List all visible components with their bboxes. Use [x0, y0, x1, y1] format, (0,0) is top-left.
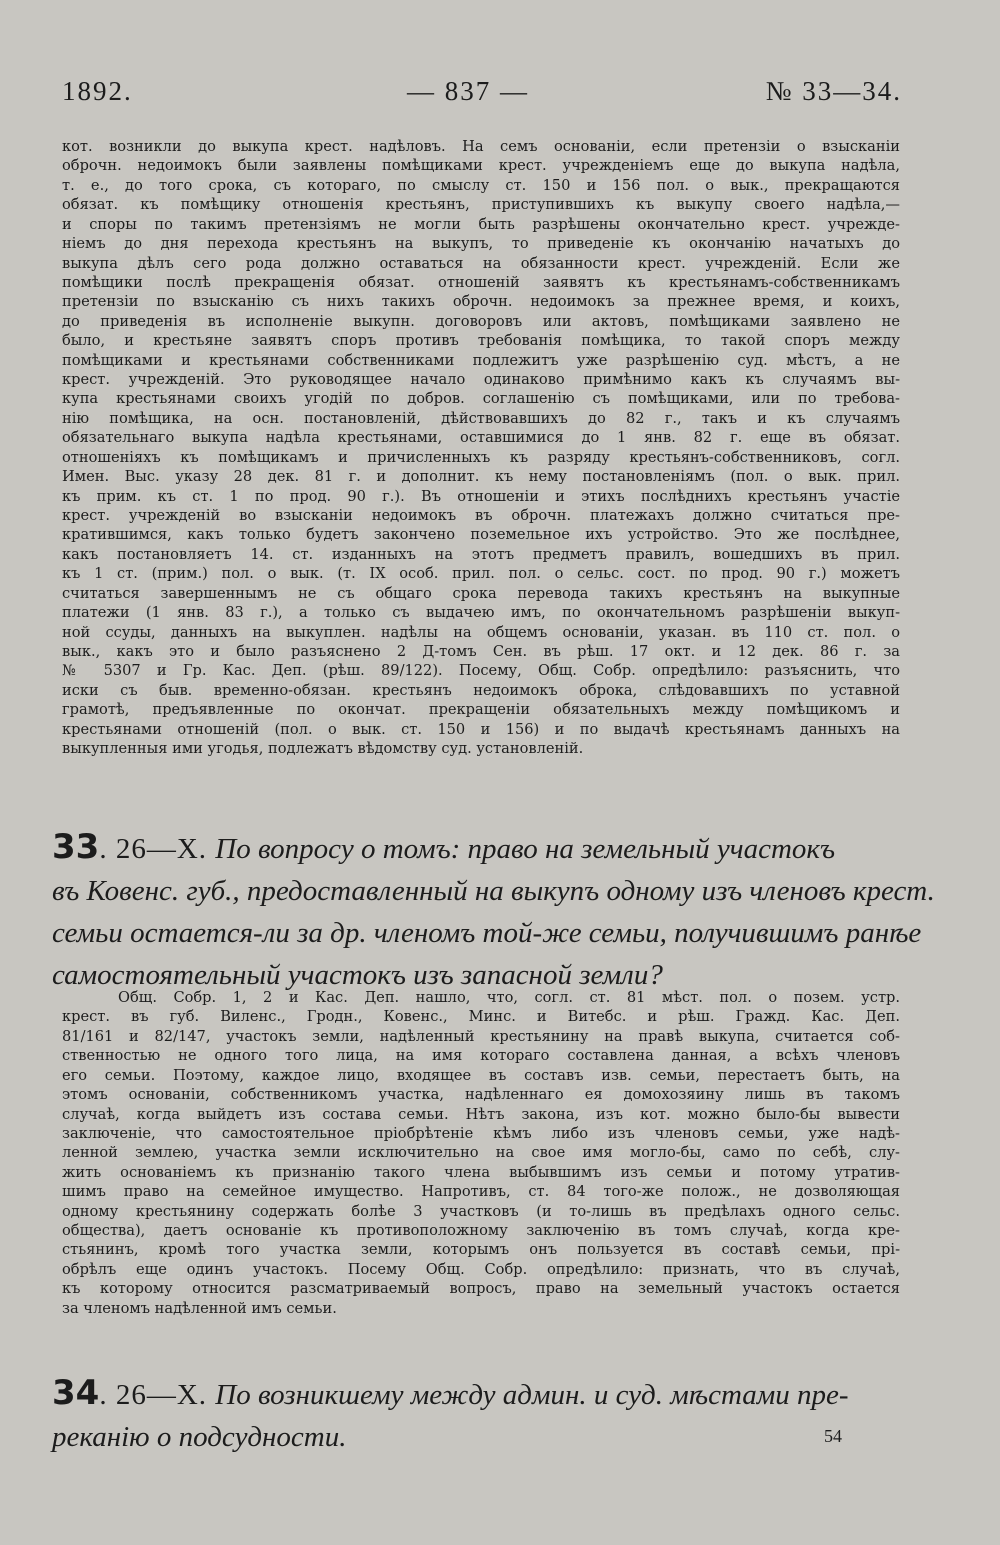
- text-line: до приведенія въ исполненіе выкупн. договоровъ или актовъ, помѣщиками заявлено не: [62, 312, 900, 330]
- text-line: его семьи. Поэтому, каждое лицо, входящее въ составъ изв. семьи, перестаетъ быть, на: [62, 1066, 900, 1084]
- text-line: обязат. къ помѣщику отношенія крестьянъ, приступившихъ къ выкупу своего надѣла,—: [62, 196, 900, 214]
- section-34-date: . 26—X.: [99, 1379, 216, 1411]
- sheet-number: 54: [824, 1426, 842, 1446]
- text-line: помѣщиками и крестьянами собственниками подлежитъ уже разрѣшенію суд. мѣстъ, а не: [62, 351, 900, 369]
- text-line: шимъ право на семейное имущество. Напротивъ, ст. 84 того-же полож., не дозволяющая: [62, 1183, 900, 1201]
- text-line: Имен. Выс. указу 28 дек. 81 г. и дополнит. къ нему постановленіямъ (пол. о вык. прил.: [62, 468, 900, 486]
- text-line: жить основаніемъ къ признанію такого члена выбывшимъ изъ семьи и потому утратив-: [62, 1163, 900, 1181]
- text-line: кот. возникли до выкупа крест. надѣловъ. На семъ основаніи, если претензіи о взысканіи: [62, 138, 900, 155]
- text-line: къ 1 ст. (прим.) пол. о вык. (т. IX особ. прил. пол. о сельс. сост. по прод. 90 г.) можетъ: [62, 565, 900, 583]
- text-line: случаѣ, когда выйдетъ изъ состава семьи. Нѣтъ закона, изъ кот. можно было-бы вывести: [62, 1105, 900, 1123]
- section-34-number: 34: [52, 1373, 100, 1413]
- text-line: претензіи по взысканію съ нихъ такихъ оброчн. недоимокъ за прежнее время, и коихъ,: [62, 293, 900, 311]
- section-33-title-line: въ Ковенс. губ., предоставленный на выкупъ одному изъ членовъ крест.: [52, 875, 935, 907]
- section-33-title-line: По вопросу о томъ: право на земельный участокъ: [215, 833, 836, 865]
- text-line: крест. въ губ. Виленс., Гродн., Ковенс., Минс. и Витебс. и рѣш. Гражд. Кас. Деп.: [62, 1008, 900, 1026]
- text-line: иски съ быв. временно-обязан. крестьянъ недоимокъ оброка, слѣдовавшихъ по уставной: [62, 681, 900, 699]
- text-line: платежи (1 янв. 83 г.), а только съ выдачею имъ, по окончательномъ разрѣшеніи выкуп-: [62, 604, 900, 622]
- text-line: ленной землею, участка земли исключительно на свое имя могло-бы, само по себѣ, слу-: [62, 1144, 900, 1162]
- text-line: помѣщики послѣ прекращенія обязат. отношеній заявятъ къ крестьянамъ-собственникамъ: [62, 273, 900, 291]
- text-line: т. е., до того срока, съ котораго, по смыслу ст. 150 и 156 пол. о вык., прекращаются: [62, 176, 900, 194]
- text-line: и споры по такимъ претензіямъ не могли быть разрѣшены окончательно крест. учрежде-: [62, 215, 900, 233]
- text-line: стьянинъ, кромѣ того участка земли, которымъ онъ пользуется въ составѣ семьи, прі-: [62, 1241, 900, 1259]
- text-line: крест. учрежденій во взысканіи недоимокъ въ оброчн. платежахъ должно считаться пре-: [62, 507, 900, 525]
- section-34-first-line: [52, 1372, 912, 1416]
- text-line: крест. учрежденій. Это руководящее начало одинаково примѣнимо какъ къ случаямъ вы-: [62, 371, 900, 389]
- text-line: № 5307 и Гр. Кас. Деп. (рѣш. 89/122). Посему, Общ. Собр. опредѣлило: разъяснить, что: [62, 662, 900, 680]
- text-line: было, и крестьяне заявятъ споръ противъ требованія помѣщика, то такой споръ между: [62, 332, 900, 350]
- text-line: купа крестьянами своихъ угодій по добров. соглашенію съ помѣщиками, или по требова-: [62, 390, 900, 408]
- section-34-title-line: По возникшему между админ. и суд. мѣстами пре-: [215, 1379, 849, 1411]
- section-34-title-line: реканію о подсудности.: [52, 1421, 347, 1453]
- text-line: къ прим. къ ст. 1 по прод. 90 г.). Въ отношеніи и этихъ послѣднихъ крестьянъ участіе: [62, 487, 900, 505]
- text-line: 81/161 и 82/147, участокъ земли, надѣленный крестьянину на правѣ выкупа, считается соб-: [62, 1027, 900, 1045]
- text-line: отношеніяхъ къ помѣщикамъ и причисленныхъ къ разряду крестьянъ-собственниковъ, согл.: [62, 448, 900, 466]
- text-line: за членомъ надѣленной имъ семьи.: [62, 1299, 337, 1317]
- text-line: ственностью не одного того лица, на имя котораго составлена данная, а всѣхъ членовъ: [62, 1047, 900, 1065]
- header-issue-number: № 33—34.: [765, 76, 902, 106]
- text-line: оброчн. недоимокъ были заявлены помѣщиками крест. учрежденіемъ еще до выкупа надѣла,: [62, 157, 900, 175]
- section-33-date: . 26—X.: [99, 833, 216, 865]
- text-line: одному крестьянину содержать болѣе 3 участковъ (и то-лишь въ предѣлахъ одного сельс.: [62, 1202, 900, 1220]
- text-line: къ которому относится разсматриваемый вопросъ, право на земельный участокъ остается: [62, 1280, 900, 1298]
- text-line: выкупа дѣлъ сего рода должно оставаться на обязанности крест. учрежденій. Если же: [62, 254, 900, 272]
- text-line: ніемъ до дня перехода крестьянъ на выкупъ, то приведеніе къ окончанію начатыхъ до: [62, 235, 900, 253]
- section-33-heading: [52, 826, 935, 996]
- header-year: 1892.: [62, 76, 133, 106]
- text-line: выкупленныя ими угодья, подлежатъ вѣдомству суд. установленій.: [62, 740, 584, 758]
- text-line: считаться завершеннымъ не съ общаго срока перевода такихъ крестьянъ на выкупные: [62, 584, 900, 602]
- paragraph-block-2: [62, 988, 900, 1318]
- text-line: ной ссуды, данныхъ на выкуплен. надѣлы на общемъ основаніи, указан. въ 110 ст. пол. о: [62, 623, 900, 641]
- section-33-title-line: самостоятельный участокъ изъ запасной земли?: [52, 959, 663, 991]
- text-line: вык., какъ это и было разъяснено 2 Д-томъ Сен. въ рѣш. 17 окт. и 12 дек. 86 г. за: [62, 642, 900, 660]
- text-line: грамотѣ, предъявленные по окончат. прекращеніи обязательныхъ между помѣщикомъ и: [62, 701, 900, 719]
- text-line: обязательнаго выкупа надѣла крестьянами, оставшимися до 1 янв. 82 г. еще въ обязат.: [62, 429, 900, 447]
- text-line: крестьянами отношеній (пол. о вык. ст. 150 и 156) и по выдачѣ крестьянамъ данныхъ на: [62, 720, 900, 738]
- text-line: этомъ основаніи, собственникомъ участка, надѣленнаго ея домохозяину лишь въ такомъ: [62, 1086, 900, 1104]
- text-line: какъ постановляетъ 14. ст. изданныхъ на этотъ предметъ правилъ, вошедшихъ въ прил.: [62, 545, 900, 563]
- section-33-number: 33: [52, 827, 100, 867]
- text-line: заключеніе, что самостоятельное пріобрѣтеніе кѣмъ либо изъ членовъ семьи, уже надѣ-: [62, 1124, 900, 1142]
- text-line: общества), даетъ основаніе къ противоположному заключенію въ томъ случаѣ, когда кре-: [62, 1222, 900, 1240]
- text-line: Общ. Собр. 1, 2 и Кас. Деп. нашло, что, согл. ст. 81 мѣст. пол. о позем. устр.: [118, 989, 900, 1006]
- section-33-first-line: [52, 826, 912, 870]
- page-header: [62, 76, 902, 116]
- section-33-title-line: семьи остается-ли за др. членомъ той-же семьи, получившимъ ранѣе: [52, 917, 922, 949]
- text-line: кратившимся, какъ только будетъ закончено поземельное ихъ устройство. Это же послѣднее,: [62, 526, 900, 544]
- text-line: нію помѣщика, на осн. постановленій, дѣйствовавшихъ до 82 г., такъ и къ случаямъ: [62, 409, 900, 427]
- text-line: обрѣлъ еще одинъ участокъ. Посему Общ. Собр. опредѣлило: признать, что въ случаѣ,: [62, 1260, 900, 1278]
- section-34-heading: [52, 1372, 912, 1458]
- paragraph-block-1: [62, 137, 900, 759]
- header-page-number: — 837 —: [407, 76, 529, 106]
